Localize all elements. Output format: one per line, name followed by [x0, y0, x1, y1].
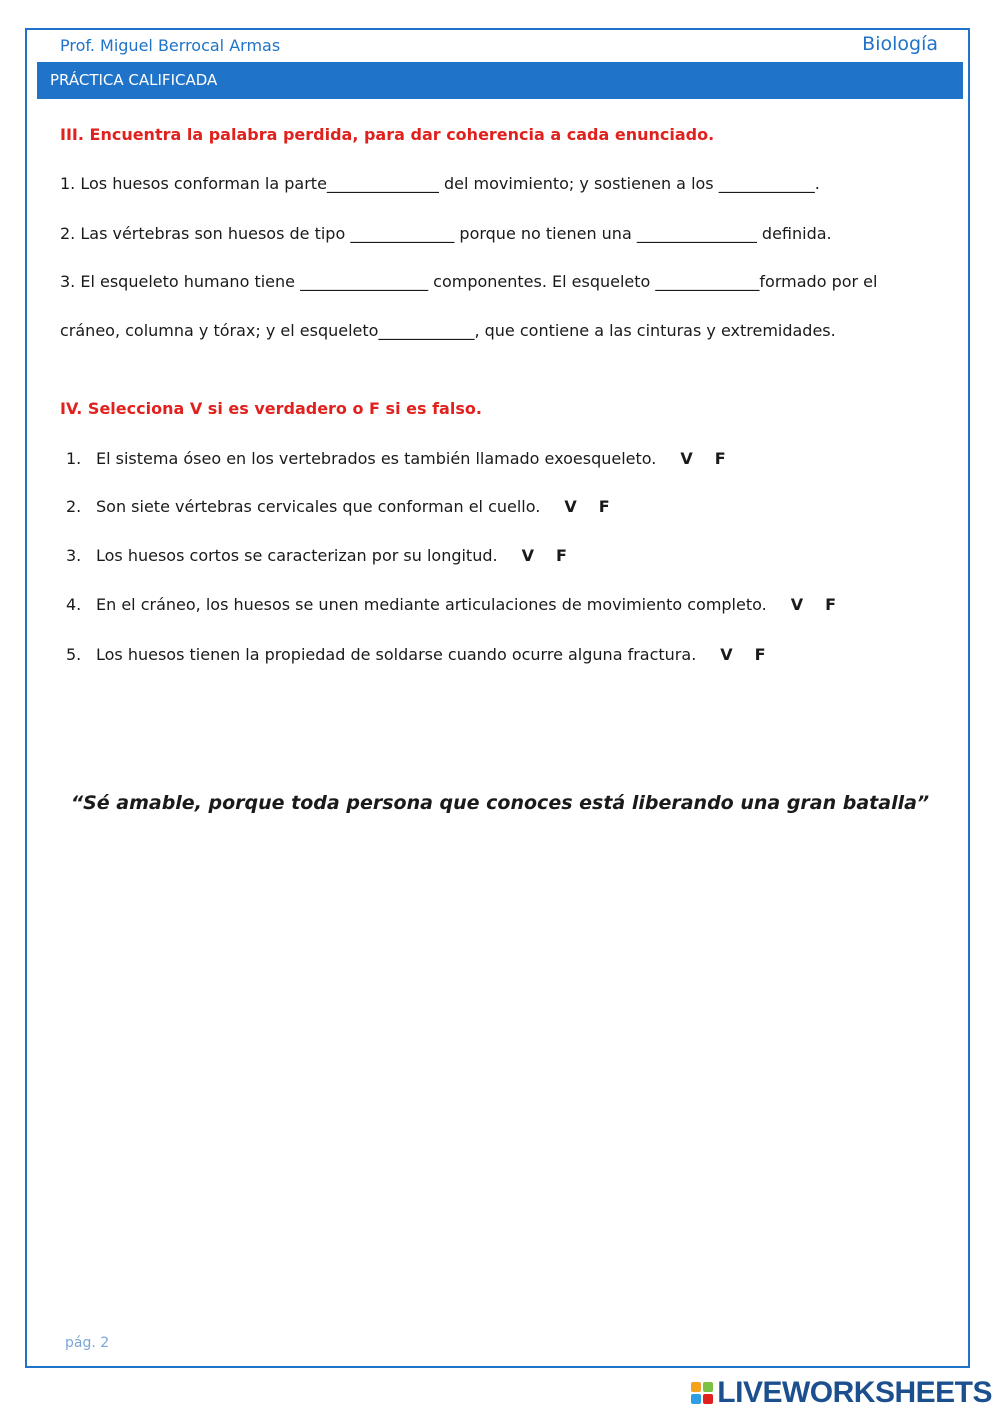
false-option[interactable]: F [714, 449, 726, 468]
closing-quote: “Sé amable, porque toda persona que conoces está liberando una gran batalla” [70, 792, 930, 814]
false-option[interactable]: F [598, 497, 610, 516]
true-option[interactable]: V [720, 645, 733, 664]
logo-square [691, 1382, 701, 1392]
item-statement: Los huesos cortos se caracterizan por su longitud. [96, 546, 498, 565]
false-option[interactable]: F [754, 645, 766, 664]
section-4-title: IV. Selecciona V si es verdadero o F si es falso. [60, 399, 482, 418]
item-number: 1. [66, 449, 82, 468]
item-statement: Los huesos tienen la propiedad de soldarse cuando ocurre alguna fractura. [96, 645, 697, 664]
logo-text: LIVEWORKSHEETS [717, 1376, 992, 1409]
item-number: 2. [66, 497, 82, 516]
item-statement: Son siete vértebras cervicales que conforman el cuello. [96, 497, 541, 516]
logo-square [703, 1394, 713, 1404]
false-option[interactable]: F [825, 595, 837, 614]
logo-square [691, 1394, 701, 1404]
false-option[interactable]: F [555, 546, 567, 565]
true-false-item [66, 497, 610, 516]
fill-blank-line: 1. Los huesos conforman la parte______________ del movimiento; y sostienen a los ____________. [60, 174, 820, 193]
true-false-item [66, 449, 726, 468]
true-option[interactable]: V [680, 449, 693, 468]
true-false-item [66, 645, 766, 664]
fill-blank-line: 2. Las vértebras son huesos de tipo _____________ porque no tienen una _______________ definida. [60, 224, 832, 243]
item-number: 3. [66, 546, 82, 565]
section-3-title: III. Encuentra la palabra perdida, para dar coherencia a cada enunciado. [60, 125, 715, 144]
practice-banner: PRÁCTICA CALIFICADA [37, 62, 963, 99]
true-option[interactable]: V [790, 595, 804, 614]
true-option[interactable]: V [564, 497, 577, 516]
fill-blank-line: 3. El esqueleto humano tiene ________________ componentes. El esqueleto _____________formado por el [60, 272, 878, 291]
logo-square [703, 1382, 713, 1392]
item-statement: En el cráneo, los huesos se unen mediante articulaciones de movimiento completo. [96, 595, 767, 614]
liveworksheets-logo[interactable] [691, 1376, 992, 1410]
logo-mark-icon [691, 1382, 713, 1404]
header-subject: Biología [862, 33, 938, 55]
fill-blank-line: cráneo, columna y tórax; y el esqueleto____________, que contiene a las cinturas y extremidades. [60, 321, 836, 340]
item-statement: El sistema óseo en los vertebrados es también llamado exoesqueleto. [96, 449, 657, 468]
true-false-item [66, 546, 567, 565]
page-number: pág. 2 [65, 1335, 110, 1351]
item-number: 4. [66, 595, 82, 614]
item-number: 5. [66, 645, 82, 664]
header-author: Prof. Miguel Berrocal Armas [60, 36, 281, 55]
true-false-item [66, 595, 836, 614]
true-option[interactable]: V [521, 546, 534, 565]
